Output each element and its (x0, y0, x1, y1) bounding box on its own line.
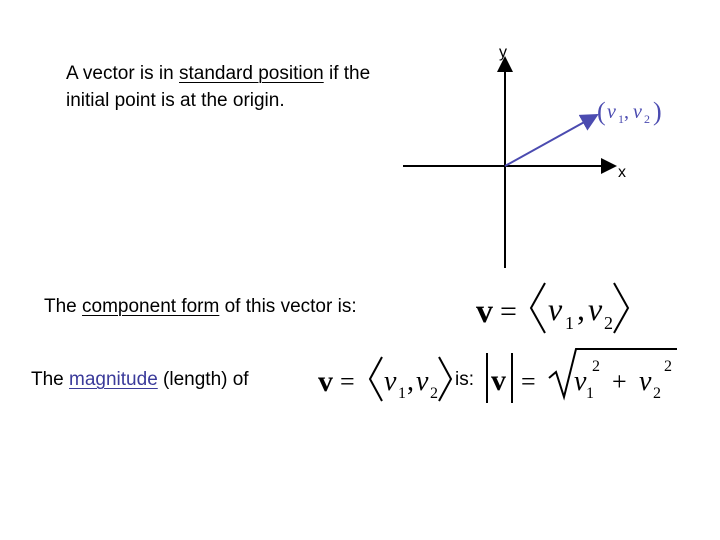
result-v2: v (639, 366, 652, 397)
result-v1: v (574, 366, 587, 397)
point-open-paren: ( (597, 97, 606, 126)
magnitude-result-formula (487, 349, 677, 403)
magnitude-text-start: The (31, 369, 70, 390)
result-sub2: 2 (653, 385, 661, 402)
intro-text-end: if the (323, 63, 371, 84)
formula-sub2: 2 (604, 313, 613, 333)
formula-bold-v: v (476, 293, 493, 330)
mag-left-angle-bracket (370, 357, 382, 401)
magnitude-sentence (31, 369, 249, 391)
result-plus: + (612, 367, 627, 396)
result-sup2: 2 (664, 358, 672, 375)
magnitude-text-end: (length) of (157, 369, 249, 390)
mag-right-angle-bracket (439, 357, 451, 401)
formula-comma: , (577, 291, 585, 327)
vector-point-label (597, 97, 662, 126)
mag-v1: v (384, 366, 397, 397)
component-form-formula (476, 283, 628, 333)
mag-sub2: 2 (430, 385, 438, 402)
result-sub1: 1 (586, 385, 594, 402)
mag-sub1: 1 (398, 385, 406, 402)
standard-position-term: standard position (179, 63, 324, 84)
result-sup1: 2 (592, 358, 600, 375)
mag-bold-v: v (318, 365, 333, 398)
result-equals: = (521, 367, 536, 396)
intro-line-2: initial point is at the origin. (66, 90, 285, 111)
component-text-end: of this vector is: (219, 296, 357, 317)
magnitude-link[interactable]: magnitude (69, 369, 158, 390)
intro-text-start: A vector is in (66, 63, 179, 84)
mag-equals: = (340, 367, 355, 396)
mag-comma: , (407, 366, 414, 397)
point-v1: v (607, 101, 616, 123)
magnitude-vector-formula (318, 357, 451, 402)
point-sub2: 2 (644, 112, 650, 126)
formula-equals: = (500, 295, 517, 328)
vector-arrow (505, 115, 597, 166)
mag-v2: v (416, 366, 429, 397)
component-form-term: component form (82, 296, 220, 317)
formula-v1: v (548, 291, 563, 327)
x-axis-label: x (618, 164, 626, 181)
left-angle-bracket (531, 283, 545, 333)
y-axis-label: y (499, 44, 507, 61)
point-v2: v (633, 101, 642, 123)
right-angle-bracket (614, 283, 628, 333)
component-form-sentence (44, 296, 357, 318)
component-text-start: The (44, 296, 83, 317)
point-sub1: 1 (618, 112, 624, 126)
formula-v2: v (588, 291, 603, 327)
point-comma: , (624, 101, 629, 123)
abs-bold-v: v (491, 364, 506, 397)
formula-sub1: 1 (565, 313, 574, 333)
magnitude-is-label: is: (455, 369, 474, 390)
point-close-paren: ) (653, 97, 662, 126)
